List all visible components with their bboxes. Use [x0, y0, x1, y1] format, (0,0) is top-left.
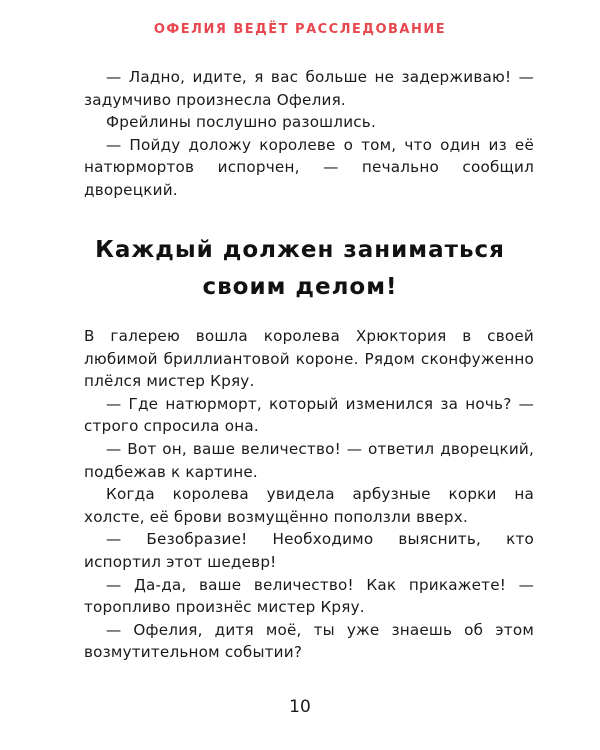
chapter-title-line-1: Каждый должен заниматься [95, 237, 505, 263]
paragraph: — Безобразие! Необходимо выяснить, кто испортил этот шедевр! [84, 530, 534, 571]
paragraph: — Пойду доложу королеве о том, что один из её натюрмортов испорчен, — печально сообщил дворецкий. [84, 135, 534, 199]
chapter-title-line-2: своим делом! [202, 274, 398, 300]
running-head: ОФЕЛИЯ ВЕДЁТ РАССЛЕДОВАНИЕ [153, 22, 447, 37]
page-number: 10 [289, 697, 311, 717]
paragraph: Когда королева увидела арбузные корки на холсте, её брови возмущённо поползли вверх. [84, 485, 534, 526]
paragraph: В галерею вошла королева Хрюктория в своей любимой бриллиантовой короне. Рядом сконфуженно плёлся мистер Кряу. [84, 327, 534, 391]
paragraph: — Где натюрморт, который изменился за ночь? — строго спросила она. [84, 394, 534, 436]
text-block-main [84, 325, 534, 664]
text-block-top [84, 66, 534, 202]
paragraph: Фрейлины послушно разошлись. [106, 113, 376, 132]
paragraph: — Ладно, идите, я вас больше не задерживаю! — задумчиво произнесла Офелия. [84, 68, 534, 109]
paragraph: — Офелия, дитя моё, ты уже знаешь об этом возмутительном событии? [84, 620, 534, 662]
paragraph: — Вот он, ваше величество! — ответил дворецкий, подбежав к картине. [84, 439, 534, 481]
paragraph: — Да-да, ваше величество! Как прикажете! — торопливо произнёс мистер Кряу. [84, 575, 534, 617]
chapter-title [0, 232, 600, 306]
